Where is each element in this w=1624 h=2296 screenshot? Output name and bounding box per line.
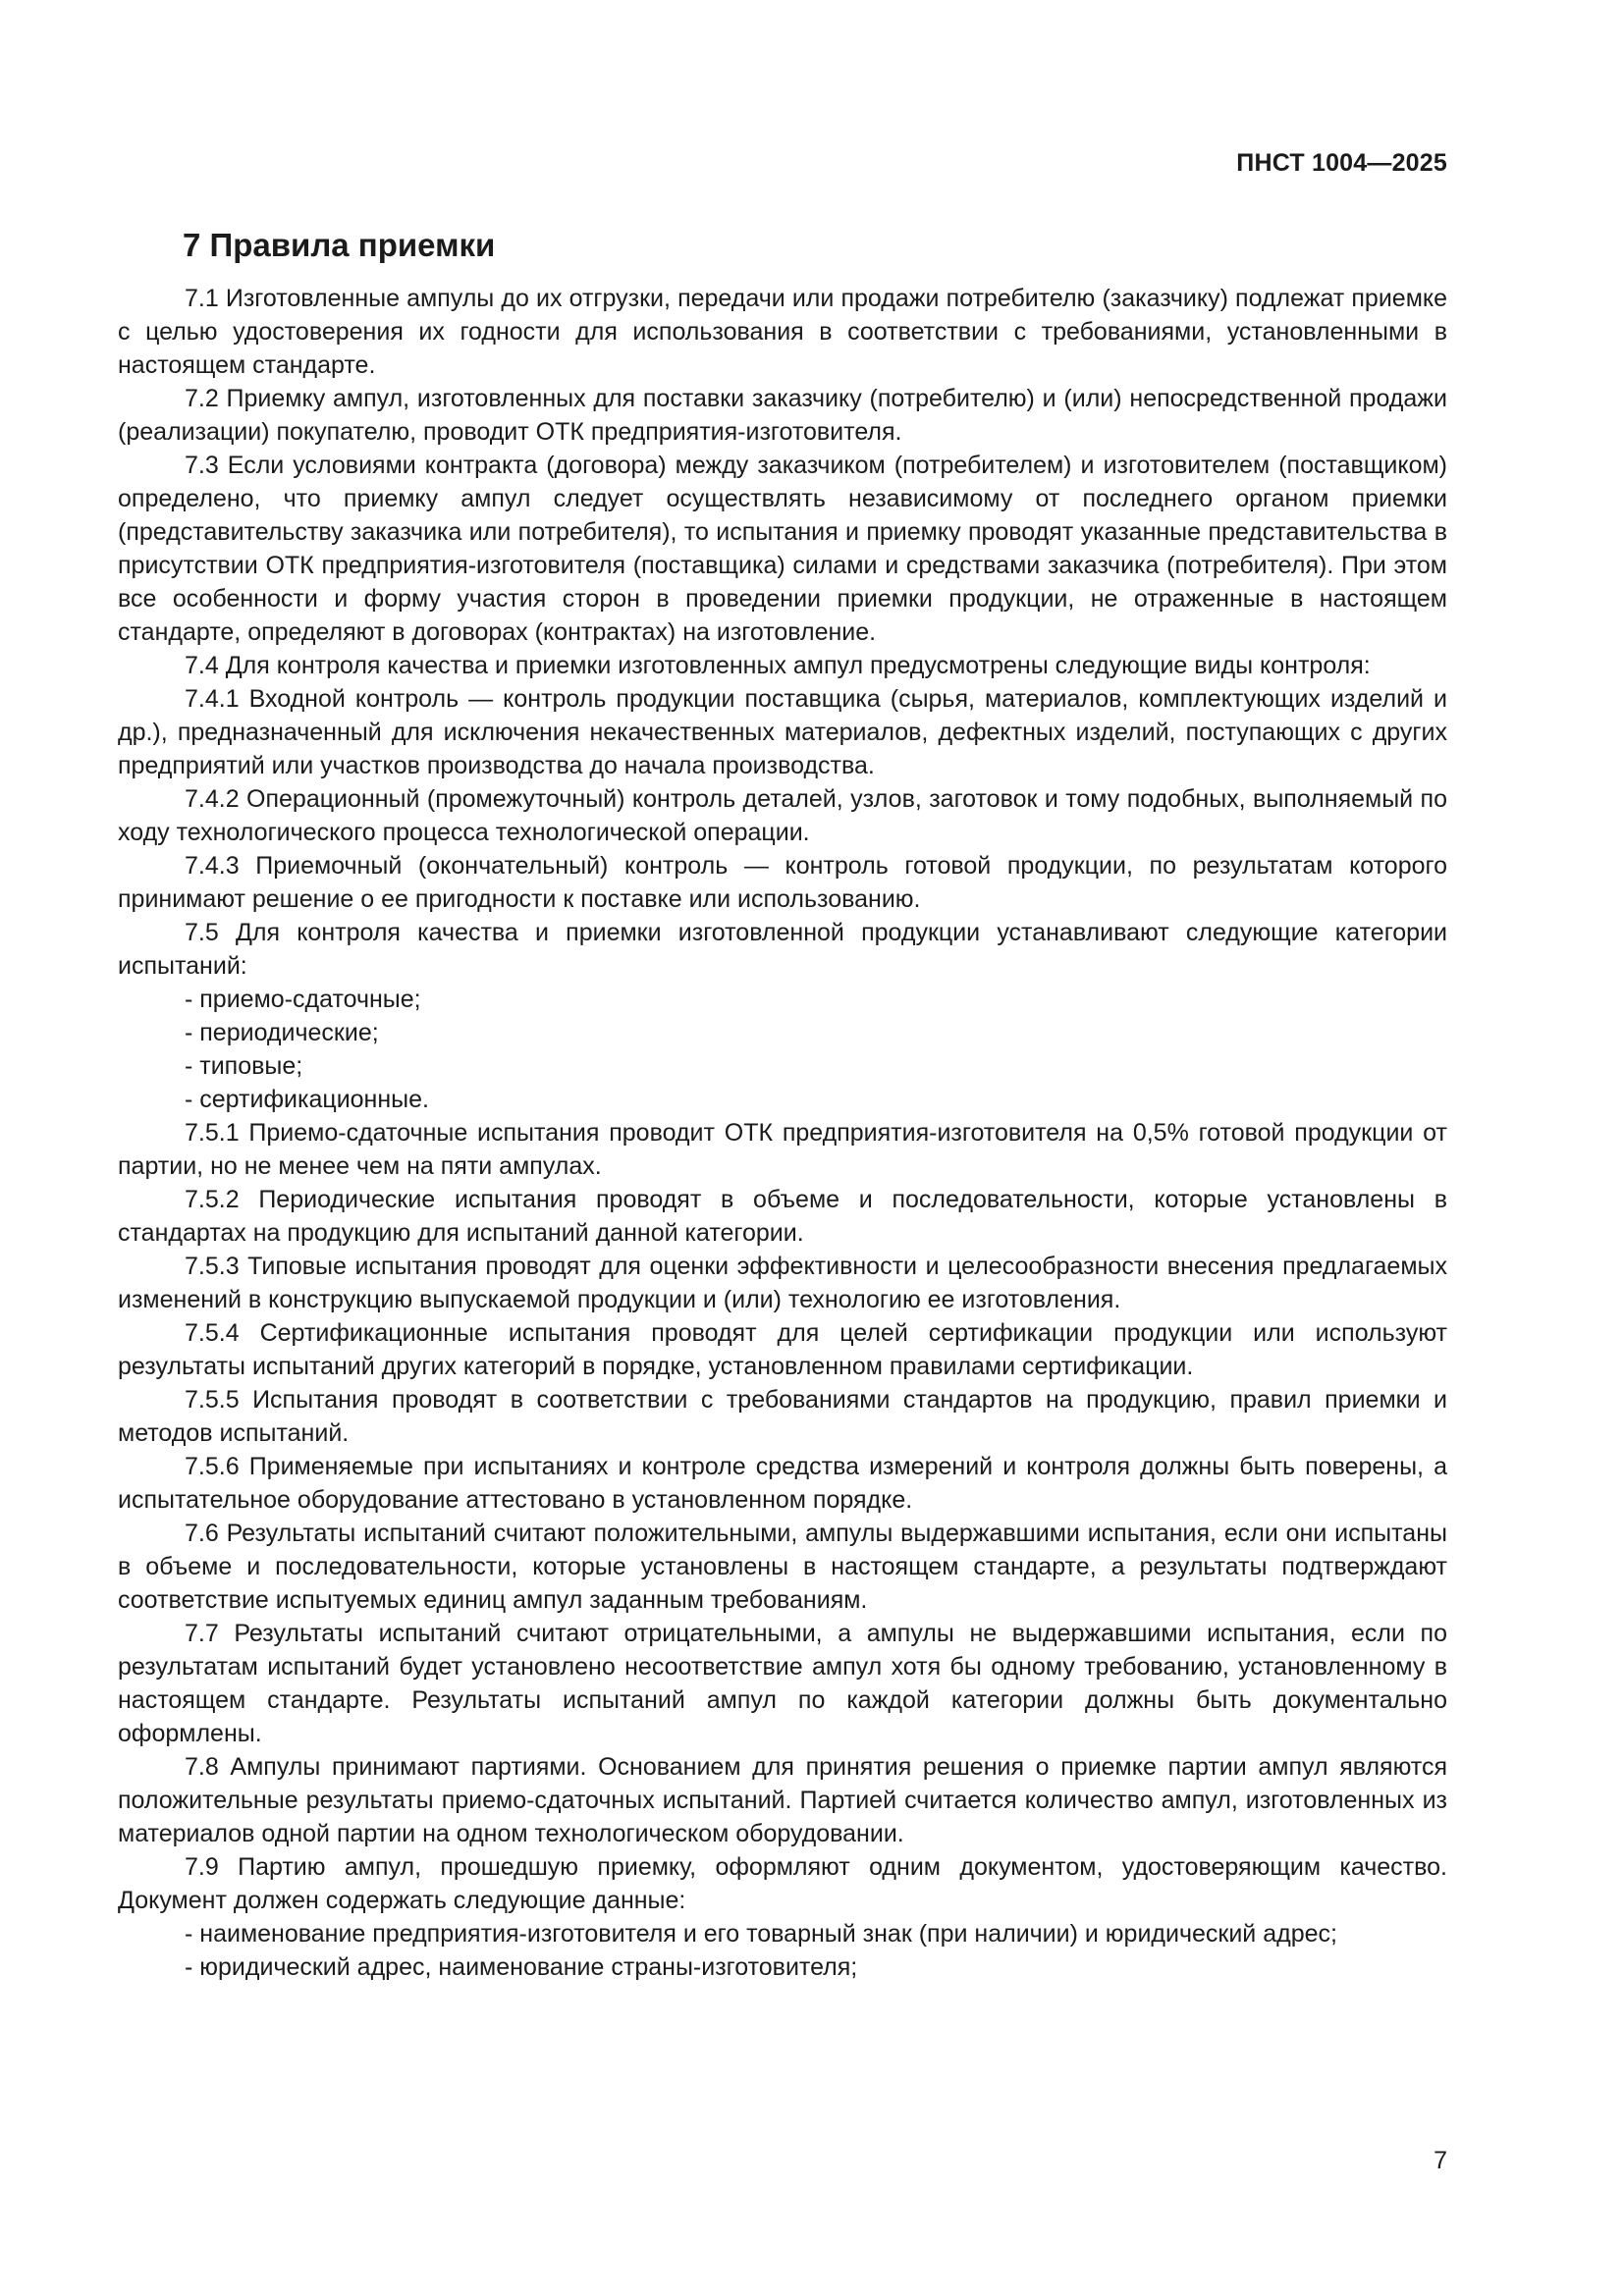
paragraph-7-5-3: 7.5.3 Типовые испытания проводят для оценки эффективности и целесообразности внесения предлагаемых изменений в конструкцию выпускаемой продукции и (или) технологию ее изготовления. bbox=[118, 1253, 1447, 1313]
paragraph-7-5-5: 7.5.5 Испытания проводят в соответствии с требованиями стандартов на продукцию, правил приемки и методов испытаний. bbox=[118, 1386, 1447, 1447]
paragraph-7-9: 7.9 Партию ампул, прошедшую приемку, оформляют одним документом, удостоверяющим качество. Документ должен содержать следующие данные: bbox=[118, 1853, 1447, 1914]
list-item: - наименование предприятия-изготовителя и его товарный знак (при наличии) и юридический адрес; bbox=[185, 1920, 1337, 1948]
paragraph-7-5: 7.5 Для контроля качества и приемки изготовленной продукции устанавливают следующие категории испытаний: bbox=[118, 919, 1447, 980]
list-item: - периодические; bbox=[185, 1019, 379, 1046]
paragraph-7-7: 7.7 Результаты испытаний считают отрицательными, а ампулы не выдержавшими испытания, если по результатам испытаний будет установлено несоответствие ампул хотя бы одному требованию, установленному в настоящем стандарте. Результаты испытаний ампул по каждой категории должны быть документально оформлены. bbox=[118, 1620, 1447, 1747]
document-code: ПНСТ 1004—2025 bbox=[1236, 149, 1447, 177]
paragraph-7-6: 7.6 Результаты испытаний считают положительными, ампулы выдержавшими испытания, если они испытаны в объеме и последовательности, которые установлены в настоящем стандарте, а результаты подтверждают соответствие испытуемых единиц ампул заданным требованиям. bbox=[118, 1520, 1447, 1614]
list-item: - юридический адрес, наименование страны-изготовителя; bbox=[185, 1953, 858, 1981]
paragraph-7-4-2: 7.4.2 Операционный (промежуточный) контроль деталей, узлов, заготовок и тому подобных, выполняемый по ходу технологического процесса технологической операции. bbox=[118, 785, 1447, 846]
list-item: - сертификационные. bbox=[185, 1086, 429, 1113]
section-body bbox=[118, 282, 1447, 1984]
paragraph-7-4-1: 7.4.1 Входной контроль — контроль продукции поставщика (сырья, материалов, комплектующих изделий и др.), предназначенный для исключения некачественных материалов, дефектных изделий, поступающих с других предприятий или участков производства до начала производства. bbox=[118, 685, 1447, 779]
paragraph-7-2: 7.2 Приемку ампул, изготовленных для поставки заказчику (потребителю) и (или) непосредственной продажи (реализации) покупателю, проводит ОТК предприятия-изготовителя. bbox=[118, 385, 1447, 446]
paragraph-7-5-4: 7.5.4 Сертификационные испытания проводят для целей сертификации продукции или используют результаты испытаний других категорий в порядке, установленном правилами сертификации. bbox=[118, 1319, 1447, 1380]
paragraph-7-3: 7.3 Если условиями контракта (договора) между заказчиком (потребителем) и изготовителем (поставщиком) определено, что приемку ампул следует осуществлять независимому от последнего органом приемки (представительству заказчика или потребителя), то испытания и приемку проводят указанные представительства в присутствии ОТК предприятия-изготовителя (поставщика) силами и средствами заказчика (потребителя). При этом все особенности и форму участия сторон в проведении приемки продукции, не отраженные в настоящем стандарте, определяют в договорах (контрактах) на изготовление. bbox=[118, 452, 1447, 646]
paragraph-7-1: 7.1 Изготовленные ампулы до их отгрузки, передачи или продажи потребителю (заказчику) подлежат приемке с целью удостоверения их годности для использования в соответствии с требованиями, установленными в настоящем стандарте. bbox=[118, 285, 1447, 379]
page-number: 7 bbox=[1434, 2147, 1447, 2174]
paragraph-7-4-3: 7.4.3 Приемочный (окончательный) контроль — контроль готовой продукции, по результатам которого принимают решение о ее пригодности к поставке или использованию. bbox=[118, 852, 1447, 913]
paragraph-7-5-6: 7.5.6 Применяемые при испытаниях и контроле средства измерений и контроля должны быть поверены, а испытательное оборудование аттестовано в установленном порядке. bbox=[118, 1453, 1447, 1514]
paragraph-7-5-1: 7.5.1 Приемо-сдаточные испытания проводит ОТК предприятия-изготовителя на 0,5% готовой продукции от партии, но не менее чем на пяти ампулах. bbox=[118, 1119, 1447, 1180]
section-title: 7 Правила приемки bbox=[183, 227, 496, 263]
list-item: - типовые; bbox=[185, 1052, 303, 1080]
paragraph-7-8: 7.8 Ампулы принимают партиями. Основанием для принятия решения о приемке партии ампул являются положительные результаты приемо-сдаточных испытаний. Партией считается количество ампул, изготовленных из материалов одной партии на одном технологическом оборудовании. bbox=[118, 1753, 1447, 1847]
paragraph-7-4: 7.4 Для контроля качества и приемки изготовленных ампул предусмотрены следующие виды контроля: bbox=[185, 652, 1371, 679]
list-item: - приемо-сдаточные; bbox=[185, 986, 421, 1013]
paragraph-7-5-2: 7.5.2 Периодические испытания проводят в объеме и последовательности, которые установлены в стандартах на продукцию для испытаний данной категории. bbox=[118, 1186, 1447, 1247]
